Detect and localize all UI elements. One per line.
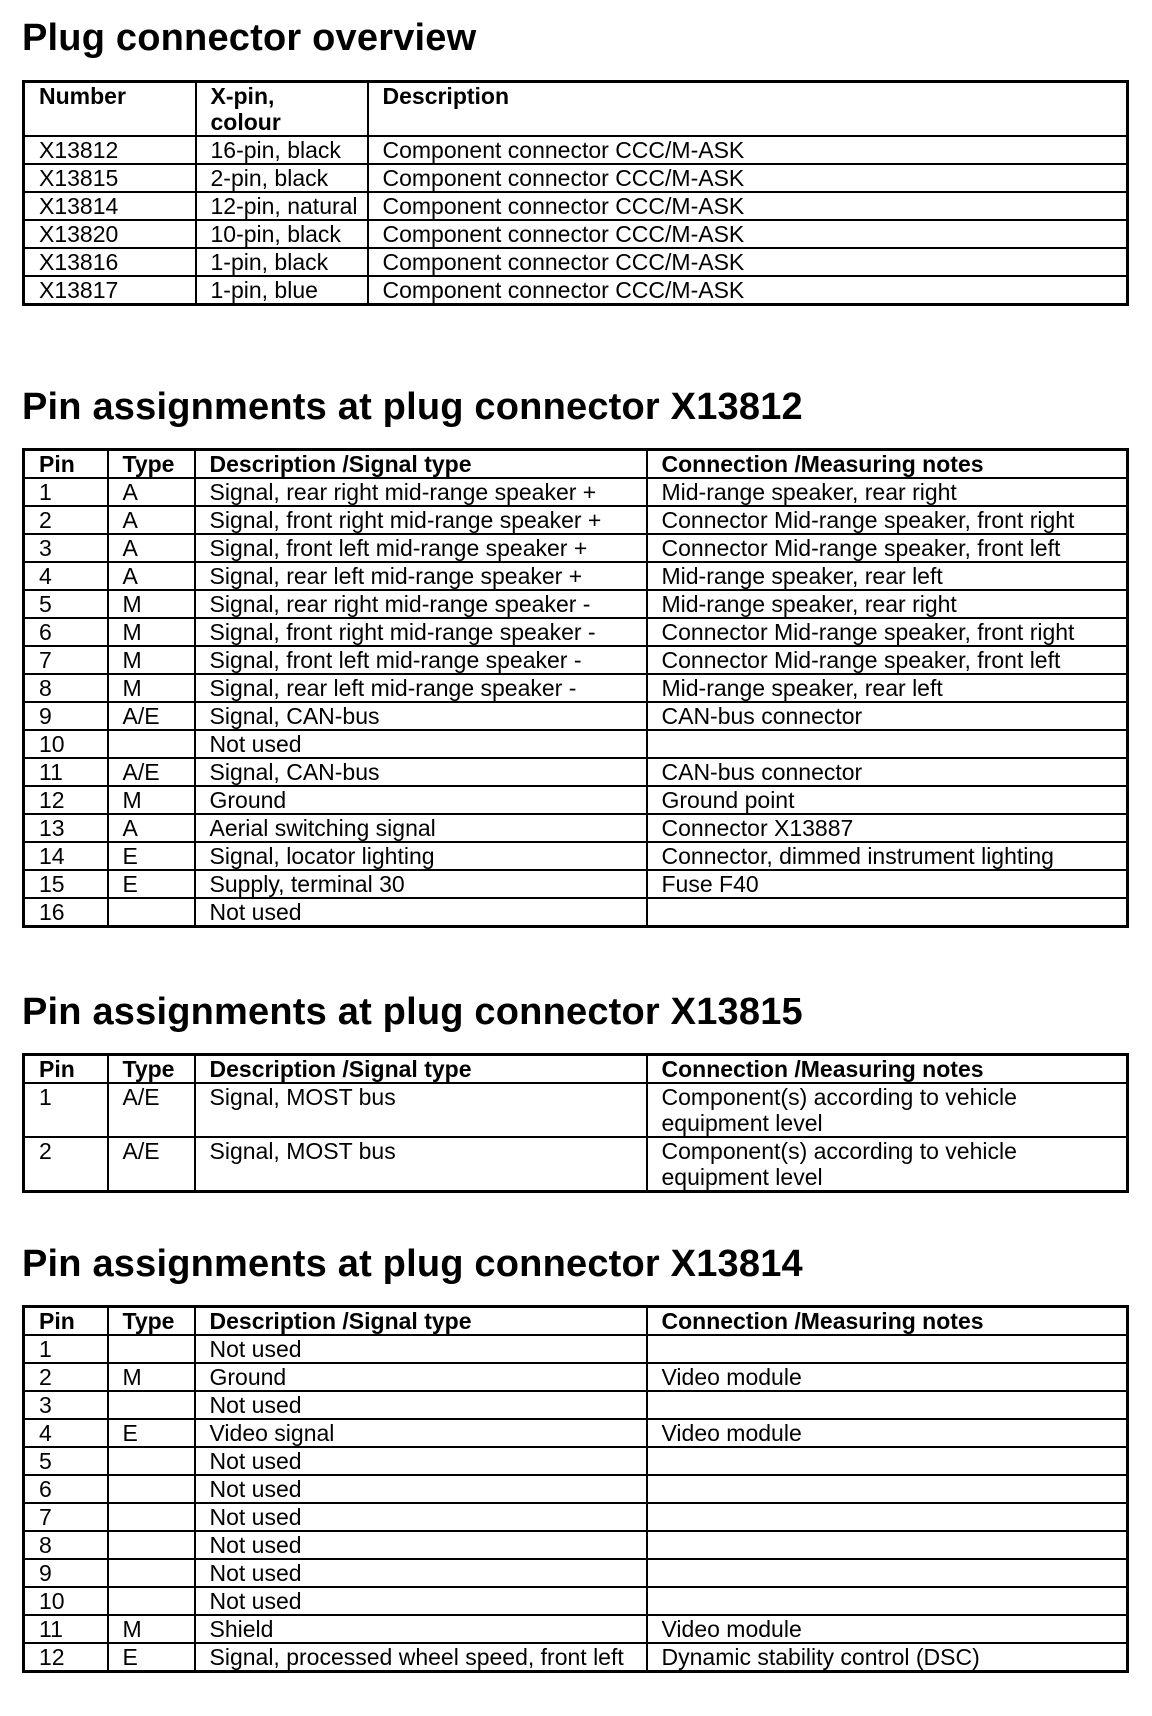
connection-notes-cell: Mid-range speaker, rear right (647, 478, 1128, 506)
type-cell: A (108, 534, 195, 562)
type-cell: A (108, 478, 195, 506)
pin-number-cell: 1 (24, 478, 108, 506)
connection-notes-cell (647, 1559, 1128, 1587)
table-row (24, 478, 1128, 506)
connection-notes-cell: Video module (647, 1615, 1128, 1643)
signal-description-cell: Shield (195, 1615, 647, 1643)
signal-description-cell: Signal, locator lighting (195, 842, 647, 870)
signal-description-cell: Not used (195, 1503, 647, 1531)
pin-number-cell: 6 (24, 618, 108, 646)
column-header-connection-measuring-notes: Connection /Measuring notes (647, 1307, 1128, 1336)
pin-number-cell: 11 (24, 758, 108, 786)
pin-number-cell: 3 (24, 1391, 108, 1419)
x13815-body (24, 1083, 1128, 1192)
connection-notes-cell: Video module (647, 1363, 1128, 1391)
connection-notes-cell (647, 1475, 1128, 1503)
pin-number-cell: 11 (24, 1615, 108, 1643)
connection-notes-cell: Connector, dimmed instrument lighting (647, 842, 1128, 870)
pin-number-cell: 14 (24, 842, 108, 870)
table-row (24, 730, 1128, 758)
x13815-header-row (24, 1055, 1128, 1084)
overview-header-row (24, 82, 1128, 137)
type-cell (108, 730, 195, 758)
table-row (24, 1391, 1128, 1419)
x-pin-colour-cell: 1-pin, black (196, 248, 368, 276)
pin-number-cell: 2 (24, 506, 108, 534)
pin-number-cell: 8 (24, 674, 108, 702)
connection-notes-cell: Component(s) according to vehicle equipment level (647, 1083, 1128, 1137)
type-cell (108, 1531, 195, 1559)
connection-notes-cell: Connector Mid-range speaker, front right (647, 506, 1128, 534)
x-pin-colour-cell: 12-pin, natural (196, 192, 368, 220)
signal-description-cell: Signal, rear right mid-range speaker + (195, 478, 647, 506)
pin-number-cell: 7 (24, 646, 108, 674)
pin-number-cell: 2 (24, 1137, 108, 1192)
column-header-type: Type (108, 1307, 195, 1336)
signal-description-cell: Signal, front left mid-range speaker - (195, 646, 647, 674)
description-cell: Component connector CCC/M-ASK (368, 276, 1128, 305)
x13814-table (22, 1305, 1129, 1673)
connection-notes-cell: Connector Mid-range speaker, front left (647, 534, 1128, 562)
table-row (24, 1615, 1128, 1643)
pin-number-cell: 7 (24, 1503, 108, 1531)
signal-description-cell: Signal, front left mid-range speaker + (195, 534, 647, 562)
connection-notes-cell: CAN-bus connector (647, 758, 1128, 786)
pin-number-cell: 9 (24, 702, 108, 730)
pin-number-cell: 13 (24, 814, 108, 842)
table-row (24, 1559, 1128, 1587)
signal-description-cell: Not used (195, 1587, 647, 1615)
signal-description-cell: Supply, terminal 30 (195, 870, 647, 898)
x13814-heading: Pin assignments at plug connector X13814 (22, 1243, 803, 1285)
description-cell: Component connector CCC/M-ASK (368, 248, 1128, 276)
pin-number-cell: 5 (24, 590, 108, 618)
connection-notes-cell: Connector Mid-range speaker, front right (647, 618, 1128, 646)
connection-notes-cell (647, 1587, 1128, 1615)
table-row (24, 1531, 1128, 1559)
table-row (24, 1587, 1128, 1615)
signal-description-cell: Signal, CAN-bus (195, 758, 647, 786)
description-cell: Component connector CCC/M-ASK (368, 192, 1128, 220)
type-cell: E (108, 842, 195, 870)
overview-heading: Plug connector overview (22, 17, 477, 59)
table-row (24, 136, 1128, 164)
x13812-body (24, 478, 1128, 927)
type-cell: A (108, 562, 195, 590)
signal-description-cell: Signal, front right mid-range speaker - (195, 618, 647, 646)
signal-description-cell: Signal, front right mid-range speaker + (195, 506, 647, 534)
table-row (24, 276, 1128, 305)
table-row (24, 842, 1128, 870)
column-header-number: Number (24, 82, 196, 137)
column-header-description-signal-type: Description /Signal type (195, 1055, 647, 1084)
table-row (24, 1503, 1128, 1531)
connector-number-cell: X13820 (24, 220, 196, 248)
pin-number-cell: 6 (24, 1475, 108, 1503)
table-row (24, 814, 1128, 842)
connector-number-cell: X13817 (24, 276, 196, 305)
table-row (24, 1083, 1128, 1137)
x13812-table (22, 448, 1129, 928)
type-cell (108, 1587, 195, 1615)
signal-description-cell: Signal, MOST bus (195, 1083, 647, 1137)
column-header-description-signal-type: Description /Signal type (195, 450, 647, 479)
table-row (24, 674, 1128, 702)
signal-description-cell: Signal, processed wheel speed, front left (195, 1643, 647, 1672)
x13812-heading: Pin assignments at plug connector X13812 (22, 386, 803, 428)
type-cell: A/E (108, 1137, 195, 1192)
column-header-type: Type (108, 450, 195, 479)
signal-description-cell: Signal, rear left mid-range speaker + (195, 562, 647, 590)
table-row (24, 870, 1128, 898)
type-cell: E (108, 1643, 195, 1672)
connector-number-cell: X13814 (24, 192, 196, 220)
description-cell: Component connector CCC/M-ASK (368, 220, 1128, 248)
column-header-connection-measuring-notes: Connection /Measuring notes (647, 450, 1128, 479)
table-row (24, 1447, 1128, 1475)
x13814-body (24, 1335, 1128, 1672)
column-header-description-signal-type: Description /Signal type (195, 1307, 647, 1336)
connection-notes-cell (647, 730, 1128, 758)
table-row (24, 1643, 1128, 1672)
pin-number-cell: 5 (24, 1447, 108, 1475)
signal-description-cell: Not used (195, 1335, 647, 1363)
connection-notes-cell (647, 1447, 1128, 1475)
connection-notes-cell: CAN-bus connector (647, 702, 1128, 730)
signal-description-cell: Ground (195, 1363, 647, 1391)
column-header-connection-measuring-notes: Connection /Measuring notes (647, 1055, 1128, 1084)
table-row (24, 506, 1128, 534)
table-row (24, 192, 1128, 220)
x-pin-colour-cell: 2-pin, black (196, 164, 368, 192)
connector-number-cell: X13812 (24, 136, 196, 164)
connector-number-cell: X13816 (24, 248, 196, 276)
type-cell: A/E (108, 702, 195, 730)
signal-description-cell: Not used (195, 898, 647, 927)
table-row (24, 248, 1128, 276)
pin-number-cell: 1 (24, 1335, 108, 1363)
type-cell: E (108, 870, 195, 898)
signal-description-cell: Not used (195, 730, 647, 758)
table-row (24, 1475, 1128, 1503)
x13815-heading: Pin assignments at plug connector X13815 (22, 991, 803, 1033)
signal-description-cell: Aerial switching signal (195, 814, 647, 842)
table-row (24, 702, 1128, 730)
type-cell (108, 1559, 195, 1587)
type-cell: M (108, 618, 195, 646)
x-pin-colour-cell: 10-pin, black (196, 220, 368, 248)
table-row (24, 590, 1128, 618)
pin-number-cell: 12 (24, 786, 108, 814)
connection-notes-cell: Mid-range speaker, rear right (647, 590, 1128, 618)
signal-description-cell: Not used (195, 1391, 647, 1419)
column-header-type: Type (108, 1055, 195, 1084)
column-header-x-pin-colour: X-pin, colour (196, 82, 368, 137)
type-cell: A (108, 506, 195, 534)
pin-number-cell: 10 (24, 1587, 108, 1615)
type-cell: M (108, 786, 195, 814)
signal-description-cell: Not used (195, 1559, 647, 1587)
connection-notes-cell: Fuse F40 (647, 870, 1128, 898)
connection-notes-cell (647, 1391, 1128, 1419)
x-pin-colour-cell: 1-pin, blue (196, 276, 368, 305)
connection-notes-cell: Mid-range speaker, rear left (647, 562, 1128, 590)
connection-notes-cell: Component(s) according to vehicle equipment level (647, 1137, 1128, 1192)
connection-notes-cell: Connector X13887 (647, 814, 1128, 842)
table-row (24, 164, 1128, 192)
table-row (24, 1363, 1128, 1391)
signal-description-cell: Video signal (195, 1419, 647, 1447)
table-row (24, 220, 1128, 248)
connection-notes-cell: Ground point (647, 786, 1128, 814)
type-cell: M (108, 674, 195, 702)
connection-notes-cell (647, 1531, 1128, 1559)
type-cell (108, 1475, 195, 1503)
table-row (24, 646, 1128, 674)
pin-number-cell: 10 (24, 730, 108, 758)
x-pin-colour-cell: 16-pin, black (196, 136, 368, 164)
column-header-pin: Pin (24, 450, 108, 479)
type-cell: M (108, 1363, 195, 1391)
signal-description-cell: Signal, rear right mid-range speaker - (195, 590, 647, 618)
table-row (24, 534, 1128, 562)
pin-number-cell: 15 (24, 870, 108, 898)
column-header-pin: Pin (24, 1055, 108, 1084)
signal-description-cell: Not used (195, 1531, 647, 1559)
table-row (24, 786, 1128, 814)
type-cell (108, 1447, 195, 1475)
x13812-header-row (24, 450, 1128, 479)
x13814-header-row (24, 1307, 1128, 1336)
signal-description-cell: Signal, rear left mid-range speaker - (195, 674, 647, 702)
description-cell: Component connector CCC/M-ASK (368, 164, 1128, 192)
column-header-pin: Pin (24, 1307, 108, 1336)
type-cell: A/E (108, 1083, 195, 1137)
pin-number-cell: 9 (24, 1559, 108, 1587)
table-row (24, 1419, 1128, 1447)
type-cell: A/E (108, 758, 195, 786)
type-cell: M (108, 646, 195, 674)
table-row (24, 618, 1128, 646)
connection-notes-cell (647, 1503, 1128, 1531)
type-cell (108, 1335, 195, 1363)
signal-description-cell: Signal, CAN-bus (195, 702, 647, 730)
type-cell: M (108, 1615, 195, 1643)
signal-description-cell: Not used (195, 1447, 647, 1475)
pin-number-cell: 1 (24, 1083, 108, 1137)
x13815-table (22, 1053, 1129, 1193)
pin-number-cell: 4 (24, 562, 108, 590)
table-row (24, 758, 1128, 786)
connection-notes-cell: Video module (647, 1419, 1128, 1447)
type-cell (108, 1503, 195, 1531)
pin-number-cell: 4 (24, 1419, 108, 1447)
pin-number-cell: 2 (24, 1363, 108, 1391)
pin-number-cell: 3 (24, 534, 108, 562)
type-cell: A (108, 814, 195, 842)
overview-body (24, 136, 1128, 305)
pin-number-cell: 12 (24, 1643, 108, 1672)
table-row (24, 562, 1128, 590)
column-header-description: Description (368, 82, 1128, 137)
table-row (24, 898, 1128, 927)
type-cell (108, 898, 195, 927)
signal-description-cell: Signal, MOST bus (195, 1137, 647, 1192)
connection-notes-cell (647, 1335, 1128, 1363)
type-cell: E (108, 1419, 195, 1447)
connection-notes-cell: Dynamic stability control (DSC) (647, 1643, 1128, 1672)
overview-table (22, 80, 1129, 306)
connection-notes-cell (647, 898, 1128, 927)
pin-number-cell: 8 (24, 1531, 108, 1559)
pin-number-cell: 16 (24, 898, 108, 927)
signal-description-cell: Not used (195, 1475, 647, 1503)
description-cell: Component connector CCC/M-ASK (368, 136, 1128, 164)
signal-description-cell: Ground (195, 786, 647, 814)
type-cell: M (108, 590, 195, 618)
type-cell (108, 1391, 195, 1419)
table-row (24, 1137, 1128, 1192)
table-row (24, 1335, 1128, 1363)
connection-notes-cell: Connector Mid-range speaker, front left (647, 646, 1128, 674)
connection-notes-cell: Mid-range speaker, rear left (647, 674, 1128, 702)
connector-number-cell: X13815 (24, 164, 196, 192)
